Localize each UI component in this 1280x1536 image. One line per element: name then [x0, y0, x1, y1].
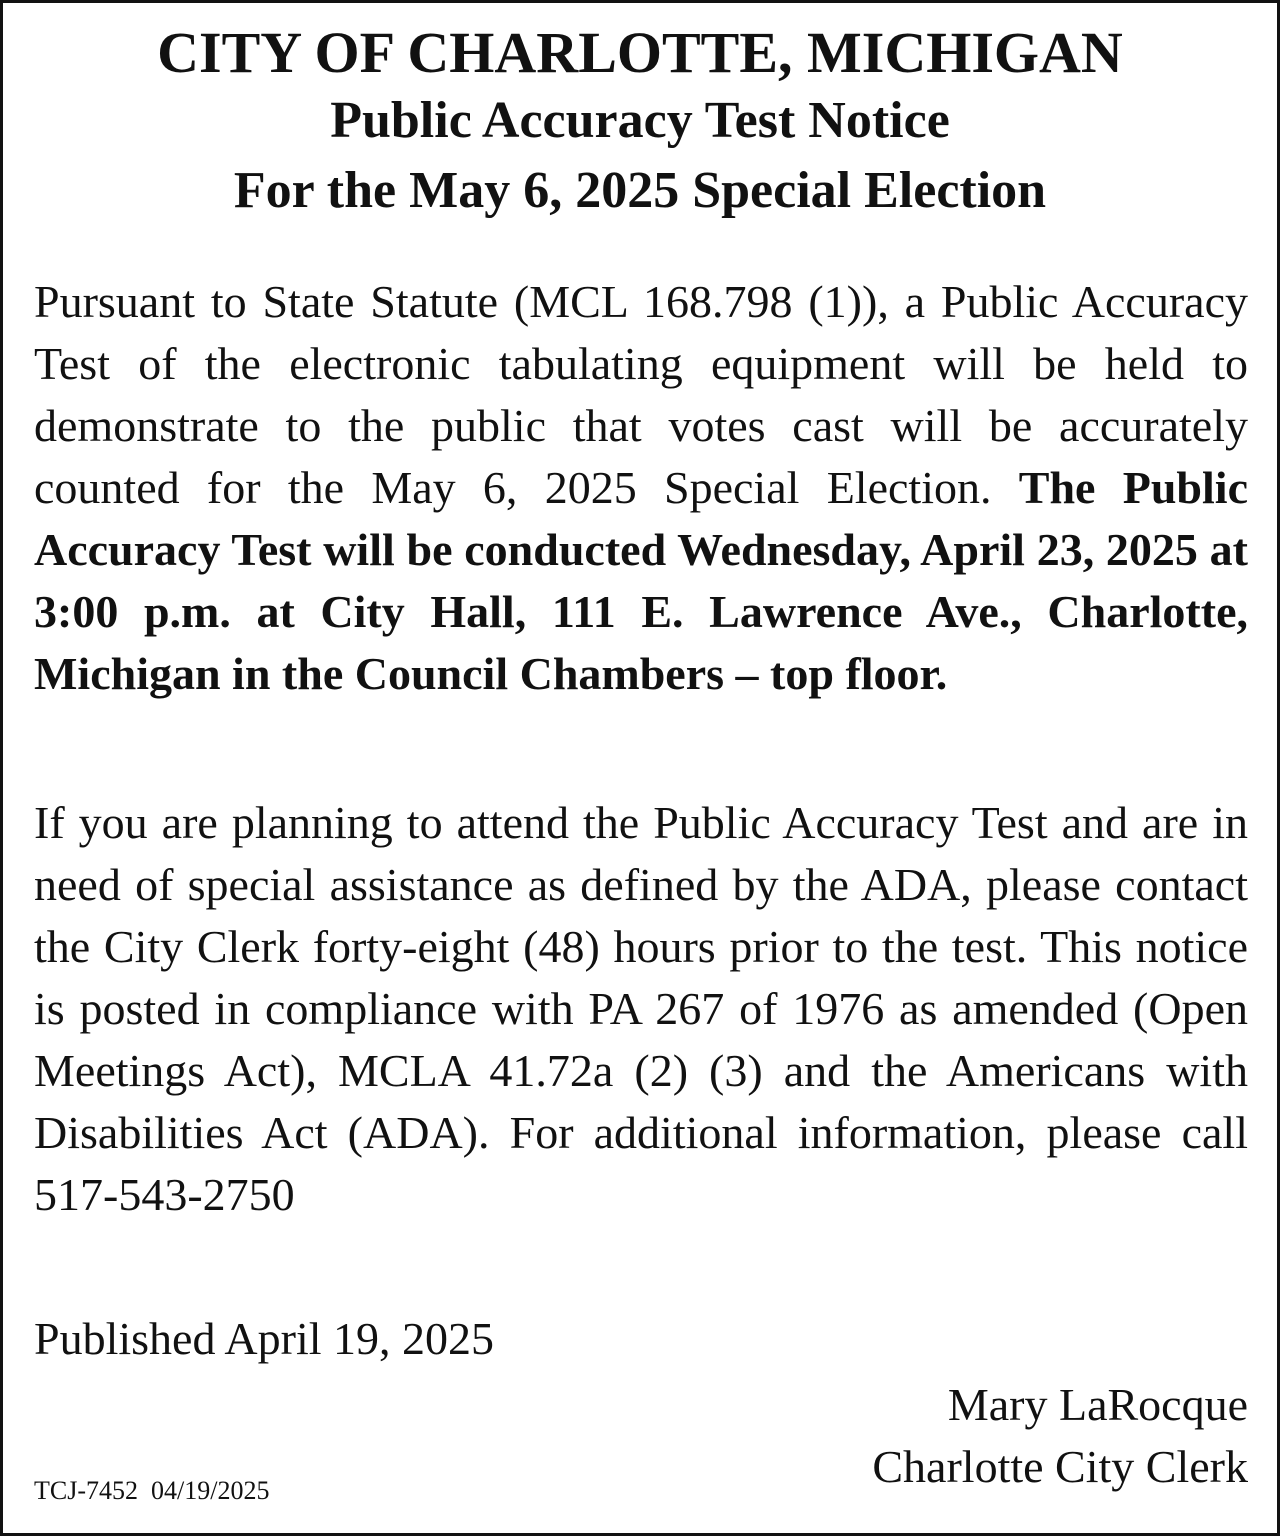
clerk-name: Mary LaRocque — [947, 1379, 1248, 1430]
election-heading: For the May 6, 2025 Special Election — [233, 162, 1047, 219]
published-date: Published April 19, 2025 — [34, 1313, 495, 1364]
test-schedule-text: The Public Accuracy Test will be conducted Wednesday, April 23, 2025 at 3:00 p.m. at City Hall, 111 E. Lawrence Ave., Charlotte, Michigan in the Council Chambers – top floor. — [34, 462, 1248, 699]
reference-code: TCJ-7452 04/19/2025 — [34, 1476, 270, 1505]
clerk-title: Charlotte City Clerk — [872, 1441, 1248, 1492]
statute-paragraph — [34, 271, 1248, 705]
notice-title: CITY OF CHARLOTTE, MICHIGAN — [157, 20, 1123, 85]
assistance-paragraph: If you are planning to attend the Public Accuracy Test and are in need of special assistance as defined by the ADA, please contact the City Clerk forty-eight (48) hours prior to the test. This notice is posted in compliance with PA 267 of 1976 as amended (Open Meetings Act), MCLA 41.72a (2) (3) and the Americans with Disabilities Act (ADA). For additional information, please call 517-543-2750 — [34, 797, 1248, 1220]
notice-subtitle: Public Accuracy Test Notice — [330, 92, 950, 149]
signature-block — [872, 1374, 1248, 1498]
notice-header — [0, 20, 1280, 226]
statute-text: Pursuant to State Statute (MCL 168.798 (1)), a Public Accuracy Test of the electronic tabulating equipment will be held to demonstrate to the public that votes cast will be accurately counted for the May 6, 2025 Special Election. — [34, 276, 1248, 513]
